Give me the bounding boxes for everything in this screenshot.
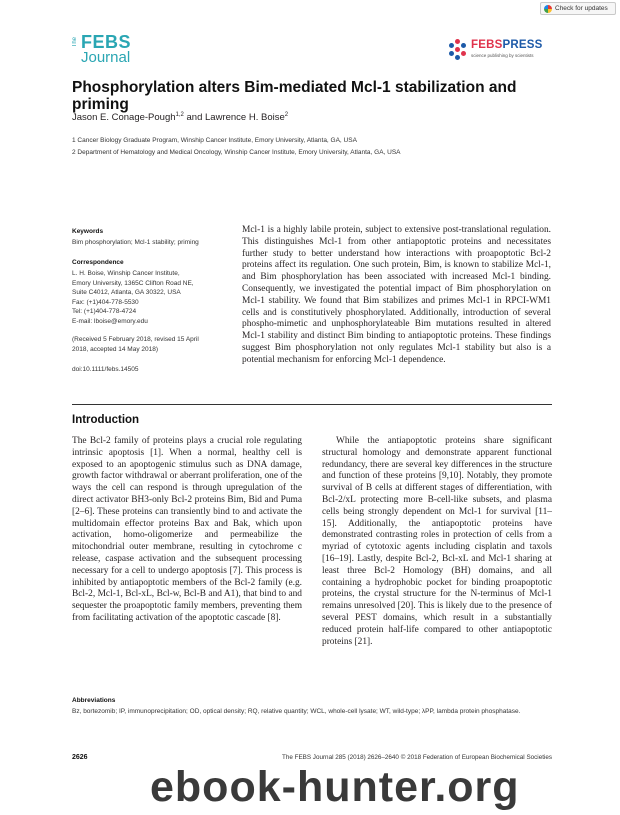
abbreviations-text: Bz, bortezomib; IP, immunoprecipitation; OD, optical density; RQ, relative quantity; WCL, whole-cell lysate; WT, wild-type; λPP, lambda protein phosphatase. [72,708,521,715]
keywords-heading: Keywords [72,228,104,235]
check-for-updates-label: Check for updates [555,5,608,12]
abstract-text: Mcl-1 is a highly labile protein, subject to extensive post-translational regulation. This distinguishes Mcl-1 from other antiapoptotic proteins and necessitates further study to better understand how interactions with proapoptotic Bcl-2 proteins affect its regulation. One such protein, Bim, is known to stabilize Mcl-1, and Bim phosphorylation has been associated with increased Mcl-1 binding. Consequently, we investigated the potential impact of Bim phosphorylation on Mcl-1 stability. We found that Bim stabilizes and primes Mcl-1 in RPCI-WM1 cells and is constitutively phosphorylated. Additionally, introduction of several phospho-mimetic and unphosphorylateable Bim mutations resulted in altered Mcl-1 stability and distinct Bim binding to antiapoptotic proteins. These findings suggest Bim phosphorylation not only regulates Mcl-1 stability but also is a potential mechanism for enforcing Mcl-1 dependence. [242,225,551,365]
correspondence-email[interactable]: E-mail: lboise@emory.edu [72,317,148,325]
correspondence-line: Suite C4012, Atlanta, GA 30322, USA [72,289,181,296]
introduction-column-left [72,436,302,625]
watermark [150,762,620,812]
intro-paragraph: The Bcl-2 family of proteins plays a crucial role regulating intrinsic apoptosis [1]. When a normal, healthy cell is exposed to an apoptogenic stimulus such as DNA damage, growth factor withdrawal or aberrant proliferation, one of the ways the cell can respond is through upregulation of the direct activator BH3-only Bcl-2 proteins Bim, Bid and Puma [2–6]. These proteins can transiently bind to and activate the multidomain effector proteins Bax and Bak, which upon activation, homo-oligomerize and permeabilize the mitochondrial outer membrane, resulting in cytochrome c release, caspase activation and the subsequent processing necessary for a cell to undergo apoptosis [7]. This process is inhibited by antiapoptotic members of the Bcl-2 family (e.g. Bcl-2, Mcl-1, Bcl-xL, Bcl-w, Bcl-B and A1), that bind to and sequester the proapoptotic family members, preventing them from facilitating activation of the apoptotic cascade [8]. [72,436,302,623]
doi-link[interactable]: doi:10.1111/febs.14505 [72,366,139,373]
intro-paragraph: While the antiapoptotic proteins share significant structural homology and demonstrate apparent functional redundancy, there are several key differences in the structure and function of these proteins [9,10]. Notably, they promote survival of B cells at different stages of differentiation, with Bcl-2/xL protecting more B-cell-like subsets, and plasma cells being strongly dependent on Mcl-1 for survival [11–15]. Additionally, the antiapoptotic proteins have demonstrated contrasting roles in protection of cells from a myriad of cytotoxic agents including cisplatin and taxols [16–19]. Lastly, despite Bcl-2, Bcl-xL and Mcl-1 sharing at least three Bcl-2 Homology (BH) domains, and all containing a hydrophobic pocket for binding proapoptotic proteins, the crystal structure for the N-terminus of Mcl-1 remains unresolved [20]. This is likely due to the presence of several PEST domains, which result in a substantially reduced protein half-life compared to other antiapoptotic proteins [21]. [322,436,552,647]
check-for-updates-button[interactable] [540,2,616,15]
febs-press-dots-icon [447,39,469,61]
introduction-column-right [322,436,552,648]
logo-journal: Journal [81,49,131,66]
footer-citation: The FEBS Journal 285 (2018) 2626–2640 © 2018 Federation of European Biochemical Societies [282,754,552,761]
affiliation-1: 1 Cancer Biology Graduate Program, Winship Cancer Institute, Emory University, Atlanta, GA, USA [72,137,357,144]
febs-press-logo [447,37,557,63]
section-divider [72,404,552,405]
febs-journal-logo [72,33,138,67]
correspondence-line: Tel: (+1)404-778-4724 [72,308,137,315]
keywords-text: Bim phosphorylation; Mcl-1 stability; priming [72,239,199,246]
affiliation-2: 2 Department of Hematology and Medical Oncology, Winship Cancer Institute, Emory University, Atlanta, GA, USA [72,149,401,156]
author-name: Jason E. Conage-Pough [72,112,176,124]
author-affiliation-mark: 1,2 [175,112,184,118]
introduction-heading: Introduction [72,414,140,426]
received-dates: (Received 5 February 2018, revised 15 April 2018, accepted 14 May 2018) [72,336,199,353]
article-title: Phosphorylation alters Bim-mediated Mcl-1 stabilization and priming [72,79,517,113]
crossmark-icon [544,5,552,13]
correspondence-line: Fax: (+1)404-778-5530 [72,298,139,306]
correspondence-block [72,269,222,326]
watermark-text: ebook-hunter.org [150,763,520,811]
correspondence-line: L. H. Boise, Winship Cancer Institute, [72,270,180,277]
abbreviations-heading: Abbreviations [72,697,116,704]
logo-the: The [72,37,78,48]
febs-press-tagline: science publishing by scientists [471,53,534,58]
logo-febs: FEBS [81,32,132,52]
author-affiliation-mark: 2 [284,112,289,118]
correspondence-line: Emory University, 1365C Clifton Road NE, [72,279,194,287]
author-name: Lawrence H. Boise [205,112,285,124]
author-list [72,112,288,123]
febs-press-name: FEBSPRESS [471,39,543,51]
correspondence-heading: Correspondence [72,259,124,266]
author-conjunction: and [183,112,206,124]
page-number: 2626 [72,754,88,761]
